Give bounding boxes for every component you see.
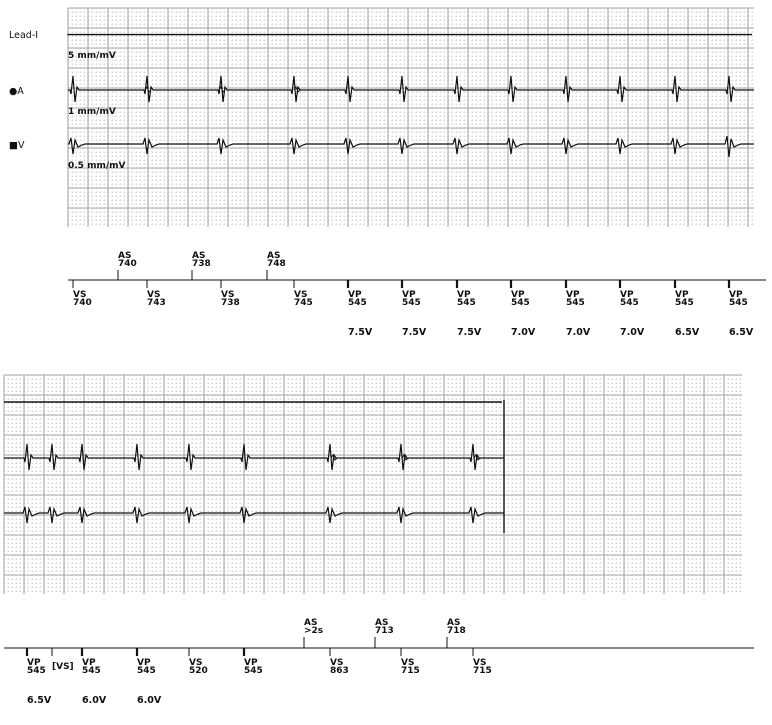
atrial-marker-type: AS xyxy=(447,618,461,628)
ventricular-marker-interval: 545 xyxy=(566,298,585,308)
ventricular-marker-interval: 545 xyxy=(348,298,367,308)
ventricular-marker-type: VS xyxy=(73,290,87,300)
channel-gain: 1 mm/mV xyxy=(68,107,116,117)
ventricular-marker-interval: 740 xyxy=(73,298,92,308)
atrial-marker-type: AS xyxy=(267,251,281,261)
pacing-amplitude-label: 7.0V xyxy=(620,327,645,338)
channel-label-v: ■V xyxy=(9,140,25,151)
ventricular-marker-interval: 545 xyxy=(675,298,694,308)
channel-label-a: ●A xyxy=(9,86,24,97)
atrial-marker-interval: 740 xyxy=(118,259,137,269)
ventricular-marker-type: VS xyxy=(189,658,203,668)
pacing-amplitude-label: 6.5V xyxy=(675,327,700,338)
ventricular-marker-type: VP xyxy=(566,290,580,300)
ventricular-marker-type: VS xyxy=(221,290,235,300)
pacing-amplitude-label: 7.5V xyxy=(348,327,373,338)
ventricular-marker-interval: 745 xyxy=(294,298,313,308)
pacing-amplitude-label: 6.5V xyxy=(729,327,754,338)
ventricular-marker-interval: 545 xyxy=(620,298,639,308)
channel-label-leadi: Lead-I xyxy=(9,30,39,41)
atrial-marker-type: AS xyxy=(118,251,132,261)
ventricular-marker-type: VP xyxy=(620,290,634,300)
ventricular-marker-interval: 715 xyxy=(401,666,420,676)
pacing-amplitude-label: 7.0V xyxy=(566,327,591,338)
atrial-marker-type: AS xyxy=(375,618,389,628)
egm-panel-top xyxy=(9,8,766,338)
ventricular-marker-type: VP xyxy=(402,290,416,300)
channel-gain: 5 mm/mV xyxy=(68,51,116,61)
ventricular-marker-interval: 545 xyxy=(82,666,101,676)
ventricular-marker-type: VP xyxy=(82,658,96,668)
pacing-amplitude-label: 6.0V xyxy=(82,695,107,706)
pacing-amplitude-label: 6.0V xyxy=(137,695,162,706)
ecg-grid xyxy=(4,375,742,594)
ventricular-marker-type: VS xyxy=(330,658,344,668)
ventricular-marker-type: VP xyxy=(137,658,151,668)
ventricular-marker-interval: 545 xyxy=(511,298,530,308)
ventricular-marker-interval: 545 xyxy=(244,666,263,676)
ventricular-marker-interval: 545 xyxy=(27,666,46,676)
ventricular-marker-interval: 545 xyxy=(729,298,748,308)
ventricular-marker-type: VP xyxy=(348,290,362,300)
pacing-amplitude-label: 7.5V xyxy=(457,327,482,338)
atrial-marker-type: AS xyxy=(304,618,318,628)
ventricular-marker-interval: 863 xyxy=(330,666,349,676)
trace-v-channel xyxy=(68,136,754,157)
refractory-sense-marker: [VS] xyxy=(52,662,74,672)
atrial-marker-interval: 748 xyxy=(267,259,286,269)
trace-a-channel xyxy=(68,76,754,102)
egm-panel-bottom xyxy=(4,375,754,706)
atrial-marker-interval: 713 xyxy=(375,626,394,636)
ventricular-marker-type: VP xyxy=(457,290,471,300)
atrial-marker-type: AS xyxy=(192,251,206,261)
channel-gain: 0.5 mm/mV xyxy=(68,161,126,171)
atrial-marker-interval: 738 xyxy=(192,259,211,269)
ecg-grid xyxy=(68,8,754,227)
ventricular-marker-interval: 545 xyxy=(402,298,421,308)
ventricular-marker-interval: 520 xyxy=(189,666,208,676)
ventricular-marker-type: VS xyxy=(294,290,308,300)
ventricular-marker-type: VP xyxy=(244,658,258,668)
ventricular-marker-type: VS xyxy=(473,658,487,668)
pacing-amplitude-label: 7.0V xyxy=(511,327,536,338)
pacing-amplitude-label: 7.5V xyxy=(402,327,427,338)
ventricular-marker-interval: 738 xyxy=(221,298,240,308)
ventricular-marker-interval: 545 xyxy=(457,298,476,308)
ventricular-marker-type: VS xyxy=(401,658,415,668)
ventricular-marker-interval: 743 xyxy=(147,298,166,308)
ventricular-marker-interval: 715 xyxy=(473,666,492,676)
trace-a-channel xyxy=(4,444,504,470)
ventricular-marker-type: VP xyxy=(675,290,689,300)
ventricular-marker-type: VS xyxy=(147,290,161,300)
ventricular-marker-type: VP xyxy=(511,290,525,300)
ventricular-marker-type: VP xyxy=(729,290,743,300)
trace-lead-i xyxy=(68,34,752,35)
pacing-amplitude-label: 6.5V xyxy=(27,695,52,706)
atrial-marker-interval: >2s xyxy=(304,626,324,636)
atrial-marker-interval: 718 xyxy=(447,626,466,636)
ventricular-marker-interval: 545 xyxy=(137,666,156,676)
ventricular-marker-type: VP xyxy=(27,658,41,668)
